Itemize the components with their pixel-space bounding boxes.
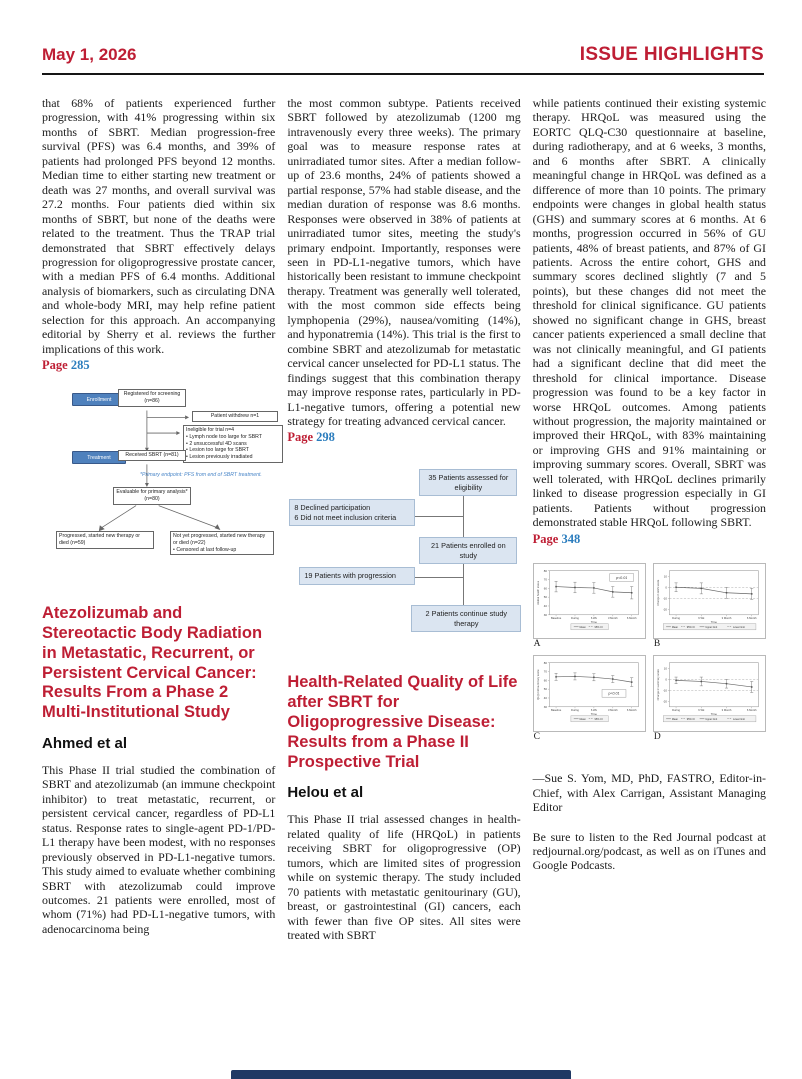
panel-letter-a: A [533,639,541,650]
svg-text:6 Month: 6 Month [746,709,757,713]
editor-signature: —Sue S. Yom, MD, PhD, FASTRO, Editor-in-Chief, with Alex Carrigan, Assistant Managing Editor [532,771,766,815]
flow-box-ineligible-title: Ineligible for trial n=4 [186,427,235,434]
svg-text:6 Month: 6 Month [626,616,637,620]
svg-text:6 Month: 6 Month [746,616,757,620]
svg-text:3 Month: 3 Month [607,616,618,620]
chart-cell-b [653,563,766,653]
svg-text:p<0.01: p<0.01 [608,692,620,697]
column-2 [287,96,520,942]
svg-text:0: 0 [665,677,667,682]
svg-text:95% CI: 95% CI [686,718,695,722]
svg-text:Change in summary score: Change in summary score [656,669,660,701]
svg-text:p<0.01: p<0.01 [615,575,627,580]
svg-text:Upper limit: Upper limit [705,718,717,722]
svg-text:40: 40 [543,603,547,608]
flow-box-ineligible-item: • 2 unsuccessful 4D scans [186,441,280,448]
flow-box-received-sbrt: Received SBRT (n=81) [118,450,186,461]
svg-text:Time: Time [710,712,717,717]
svg-text:-10: -10 [662,595,667,600]
flow-box-evaluable: Evaluable for primary analysis* (n=80) [113,487,191,505]
page-reference-348 [533,532,766,547]
flow-box-not-progressed [170,531,274,555]
svg-text:During: During [671,709,680,713]
svg-text:Lower limit: Lower limit [732,625,745,629]
svg-text:During: During [671,616,680,620]
flow-stage-treatment: Treatment [72,451,126,464]
page-reference-285 [42,358,275,373]
qol-chart-svg-c [535,657,644,730]
atezolizumab-continuation-text: the most common subtype. Patients received SBRT followed by atezolizumab (1200 mg intravenously every three weeks). The primary goal was to measure response rates at unirradiated tumor sites. After a median follow-up of 23.6 months, 24% of patients showed a partial response, 57% had stable disease, and the median duration of response was 8.6 months. Responses were observed in 38% of patients at unirradiated tumor sites, meeting the study's primary endpoint. Importantly, responses were seen in PD-L1-negative tumors, which have historically been resistant to immune checkpoint therapy. Treatment was generally well tolerated, with the most common side effects being lymphopenia (29%), nausea/vomiting (14%), and hyponatremia (14%). This trial is the first to combine SBRT and atezolizumab for metastatic cervical cancer unselected for PD-L1 status. The findings suggest that this combination therapy may improve response rates, particularly in PD-L1-negative tumors, offering a potential new strategy for treating advanced cervical cancer. [287,96,521,428]
flow-box-ineligible-item: • Lymph node too large for SBRT [186,434,280,441]
flow2-box-progression: 19 Patients with progression [299,567,415,584]
chart-cell-c [533,655,646,745]
svg-text:60: 60 [543,586,547,591]
svg-text:40: 40 [543,696,547,701]
svg-text:70: 70 [543,577,547,582]
svg-text:95% CI: 95% CI [594,718,603,722]
qol-chart-panel-b [653,563,766,640]
qol-charts-figure [533,563,766,746]
svg-text:Mean: Mean [671,625,678,629]
svg-text:6 Wk: 6 Wk [698,616,705,620]
flow2-box-excluded [289,499,415,526]
consort-flowchart-trap-trial [42,383,275,588]
chart-cell-d [653,655,766,745]
qol-chart-panel-d [653,655,766,732]
flow2-box-continue: 2 Patients continue study therapy [411,605,521,632]
svg-text:70: 70 [543,669,547,674]
page-reference-298 [287,430,520,445]
svg-text:-20: -20 [662,699,667,704]
flow2-box-enrolled: 21 Patients enrolled on study [419,537,517,564]
qol-chart-svg-a [535,565,644,638]
flow-box-not-progressed-text: Not yet progressed, started new therapy or died (n=22) [173,533,266,546]
flow-box-withdrew: Patient withdrew n=1 [192,411,278,422]
primary-endpoint-note: *Primary endpoint: PFS from end of SBRT treatment. [140,472,262,479]
flow2-excluded-line: 8 Declined participation [294,503,371,513]
page-header [42,44,764,66]
svg-text:80: 80 [543,661,547,666]
flow-box-censored-item: • Censored at last follow-up [173,547,271,554]
svg-text:3 Month: 3 Month [721,616,732,620]
article-body-hrqol: This Phase II trial assessed changes in health-related quality of life (HRQoL) in patients receiving SBRT for oligoprogressive (OP) tumors, which are limited sites of progression while on systemic therapy. The study included 70 patients with metastatic genitourinary (GU), breast, or gastrointestinal (GI) cancers, each with fewer than five OP sites. All sites were treated with SBRT [287,812,521,943]
three-column-layout [42,96,766,942]
svg-text:Mean: Mean [579,625,586,629]
svg-text:95% CI: 95% CI [594,625,603,629]
svg-text:10: 10 [663,666,667,671]
article-authors-ahmed: Ahmed et al [42,734,128,752]
page-number[interactable]: 348 [561,531,581,546]
header-rule [42,73,764,75]
svg-text:6 Wk: 6 Wk [590,616,597,620]
flow2-connector [463,495,464,537]
flow-box-ineligible [183,425,283,463]
svg-text:Change in GHS score: Change in GHS score [656,579,660,606]
svg-text:95% CI: 95% CI [686,625,695,629]
flow-box-ineligible-item: • Lesion previously irradiated [186,454,280,461]
svg-text:Global health status: Global health status [536,580,540,605]
page-label: Page [532,531,559,546]
svg-text:QLQ-C30 summary score: QLQ-C30 summary score [536,669,540,701]
qol-chart-panel-c [533,655,646,732]
svg-text:3 Month: 3 Month [721,709,732,713]
page-label: Page [287,430,314,445]
page-number[interactable]: 285 [70,358,90,373]
chart-cell-a [533,563,646,653]
flow2-box-assessed: 35 Patients assessed for eligibility [419,469,517,496]
svg-text:60: 60 [543,678,547,683]
svg-text:Time: Time [590,619,597,624]
column-1 [42,96,275,942]
svg-text:6 Month: 6 Month [626,709,637,713]
article-title-hrqol: Health-Related Quality of Life after SBRT for Oligoprogressive Disease: Results from a Phase II Prospective Trial [287,673,518,771]
svg-text:80: 80 [543,568,547,573]
panel-letter-c: C [533,732,540,743]
svg-text:Time: Time [710,619,717,624]
page-label: Page [42,358,68,373]
svg-text:50: 50 [543,687,547,692]
qol-chart-svg-b [655,565,764,638]
flow2-excluded-line: 6 Did not meet inclusion criteria [294,512,397,522]
podcast-note: Be sure to listen to the Red Journal podcast at redjournal.org/podcast, as well as on iTunes and Google Podcasts. [532,829,766,873]
panel-letter-d: D [653,732,661,743]
svg-text:Baseline: Baseline [550,616,561,620]
svg-text:Time: Time [590,712,597,717]
article-authors-helou: Helou et al [287,784,364,802]
qol-chart-panel-a [533,563,646,640]
qol-chart-svg-d [655,657,764,730]
panel-letter-b: B [653,639,661,650]
svg-text:Mean: Mean [671,718,678,722]
footer-bar [231,1070,571,1079]
svg-text:-10: -10 [662,688,667,693]
issue-date: May 1, 2026 [42,45,137,64]
consort-flowchart-cervical-trial [287,459,520,643]
article-title-atezolizumab: Atezolizumab and Stereotactic Body Radiation in Metastatic, Recurrent, or Persistent Cervical Cancer: Results From a Phase 2 Multi-Institutional Study [42,604,263,722]
svg-text:6 Wk: 6 Wk [590,709,597,713]
svg-text:3 Month: 3 Month [607,709,618,713]
page-title: ISSUE HIGHLIGHTS [579,44,764,65]
page-number[interactable]: 298 [316,430,335,445]
svg-text:0: 0 [665,584,667,589]
trap-trial-continuation-text: that 68% of patients experienced further progression, with 41% progressing within six months of SBRT. Median progression-free survival (PFS) was 6.4 months, and 39% of patients had prolonged PFS beyond 12 months. Median time to either starting new treatment or death was 27 months, and overall survival was 27.2 months. Four patients died within six months of SBRT, but none of the deaths were related to the treatment. Thus the TRAP trial demonstrated that SBRT effectively delays progression for oligoprogressive prostate cancer, with a median PFS of 6.4 months. Additional analysis of biomarkers, such as circulating DNA and whole-body MRI, may help refine patient selection for this approach. An accompanying editorial by Sherry et al. reviews the further implications of this work. [42,96,276,356]
svg-text:Baseline: Baseline [550,709,561,713]
flow-box-progressed: Progressed, started new therapy or died (n=59) [56,531,154,549]
flow-stage-enrollment: Enrollment [72,393,126,406]
svg-text:50: 50 [543,594,547,599]
hrqol-continuation-text: while patients continued their existing systemic therapy. HRQoL was measured using the EORTC QLQ-C30 questionnaire at baseline, during radiotherapy, and at 6 weeks, 3 months, and 6 months after SBRT. A clinically meaningful change in HRQoL was defined as a difference of more than 10 points. The primary endpoints were changes in global health status (GHS) and summary scores at 6 months. At 6 months, progression occurred in 56% of GU patients, 48% of breast patients, and 87% of GI patients. Across the entire cohort, GHS and summary scores declined slightly (7 and 5 points), but these changes did not meet the threshold for clinical significance. GU patients showed no significant change in GHS, breast cancer patients experienced a small decline that was not clinically meaningful, and GI patients had a significant decline that did meet the threshold for clinical importance. Disease progression was found to be a key factor in worse HRQoL outcomes. Among patients without progression, the majority maintained or improved their HRQoL, with 83% maintaining or improving GHS and 91% maintaining or improving summary scores. Overall, SBRT was well tolerated, with HRQoL declines primarily linked to disease progression especially in GI patients. Patients without progression demonstrated stable HRQoL following SBRT. [532,96,766,530]
flow-box-ineligible-item: • Lesion too large for SBRT [186,447,280,454]
svg-text:During: During [570,616,579,620]
article-body-atezolizumab: This Phase II trial studied the combination of SBRT and atezolizumab (an immune checkpoint inhibitor) to treat metastatic, recurrent, or persistent cervical cancer, regardless of PD-L1 status. Response rates to single-agent PD-1/PD-L1 therapy have been modest, with no responses previously observed in PD-L1-negative tumors. This study aimed to evaluate whether combining SBRT with atezolizumab could improve outcomes. 21 patients were enrolled, most of whom (71%) had PD-L1-negative tumors, with adenocarcinoma being [42,762,276,936]
flow-box-registered: Registered for screening (n=86) [118,389,186,407]
svg-text:Lower limit: Lower limit [732,718,745,722]
svg-text:Upper limit: Upper limit [705,625,717,629]
flow2-connector [463,563,464,605]
column-3 [533,96,766,942]
svg-text:6 Wk: 6 Wk [698,709,705,713]
svg-text:-20: -20 [662,606,667,611]
svg-text:During: During [570,709,579,713]
svg-text:30: 30 [543,612,547,617]
svg-text:10: 10 [663,573,667,578]
svg-text:30: 30 [543,705,547,710]
svg-text:Mean: Mean [579,718,586,722]
